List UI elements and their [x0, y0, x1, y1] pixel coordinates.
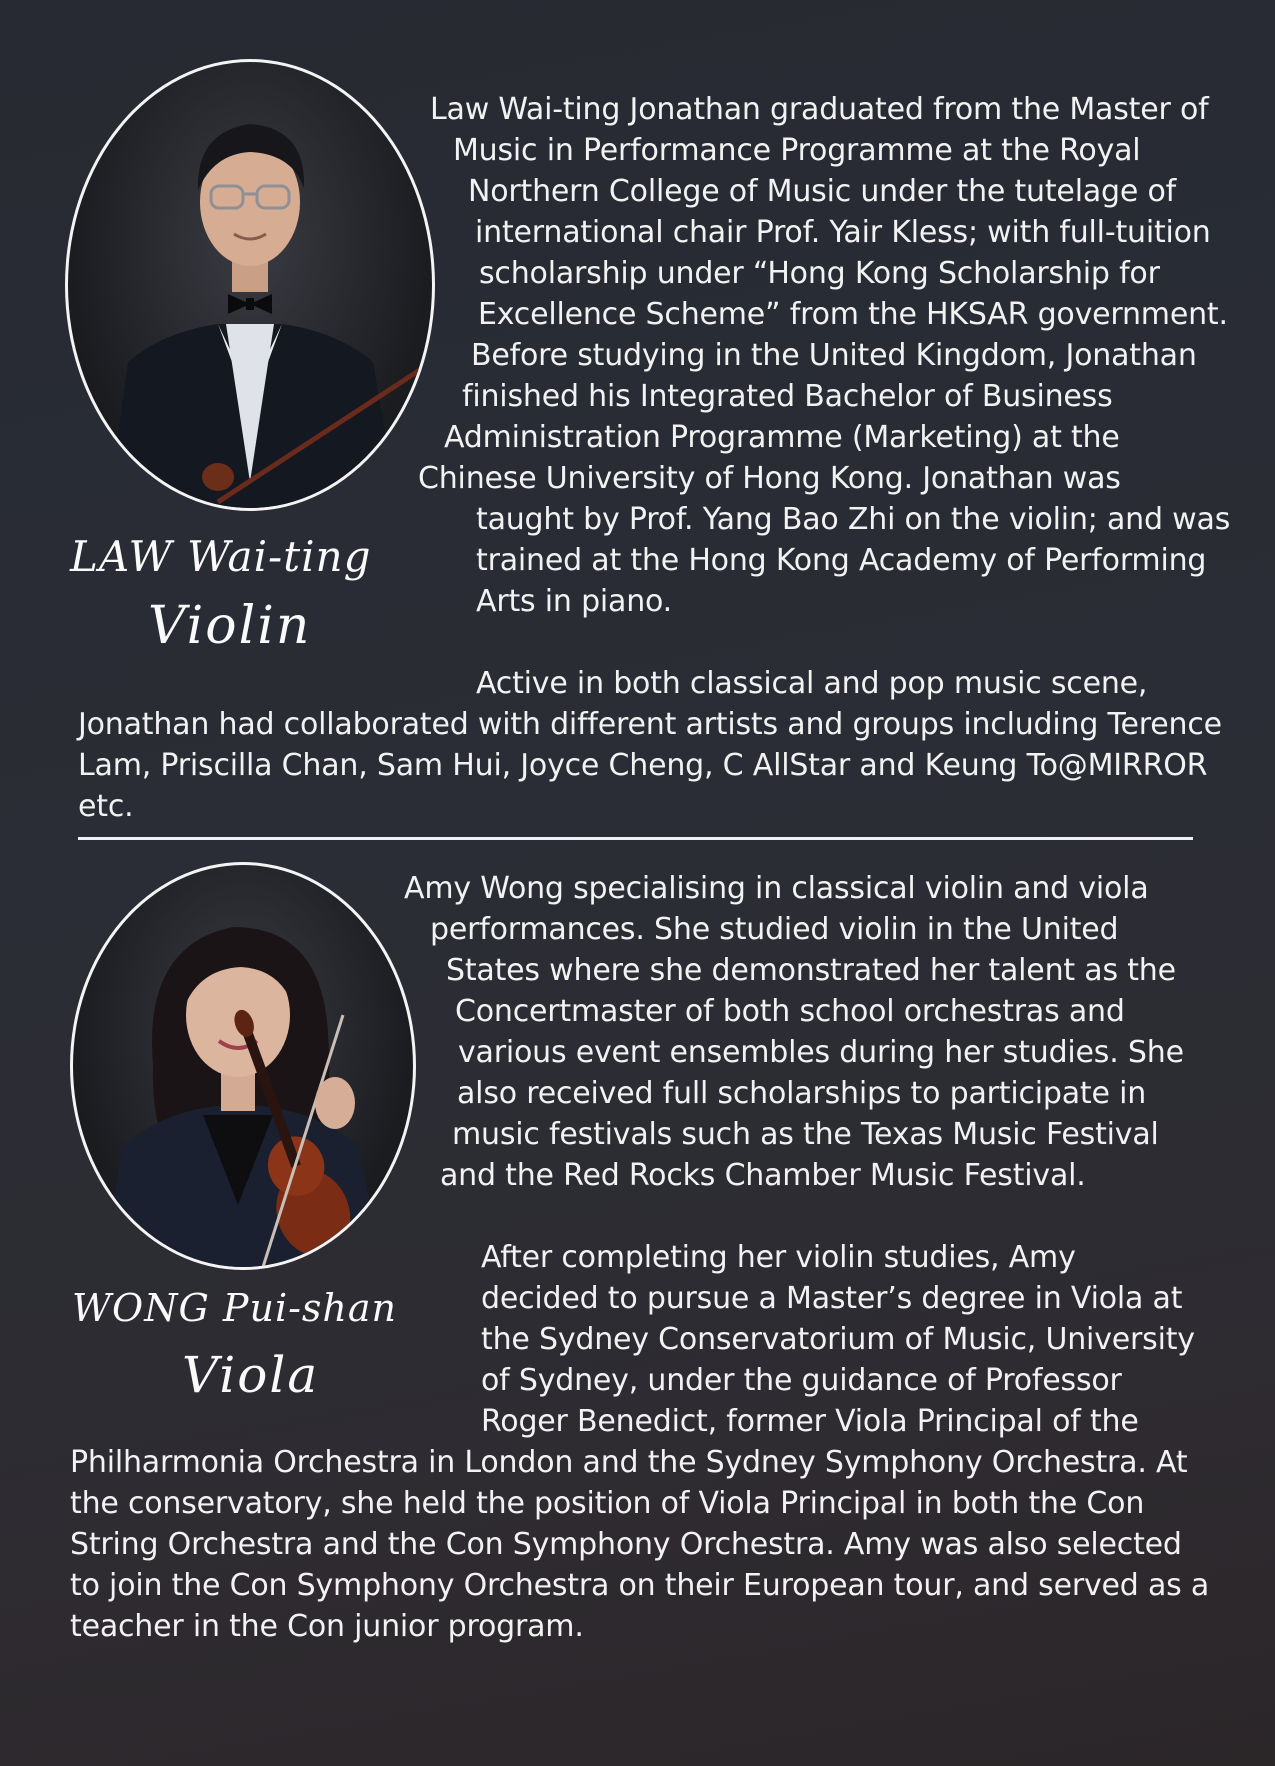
bio-line: taught by Prof. Yang Bao Zhi on the violin; and was	[476, 502, 1231, 537]
bio-line: of Sydney, under the guidance of Professor	[481, 1363, 1122, 1398]
bio-line: international chair Prof. Yair Kless; with full-tuition	[475, 215, 1211, 250]
bio-line: After completing her violin studies, Amy	[481, 1240, 1076, 1275]
bio-line: Arts in piano.	[476, 584, 673, 619]
bio-line: decided to pursue a Master’s degree in Viola at	[481, 1281, 1183, 1316]
bio-line: performances. She studied violin in the United	[430, 912, 1119, 947]
musician-name: WONG Pui-shan	[72, 1286, 398, 1330]
bio-line: also received full scholarships to participate in	[457, 1076, 1147, 1111]
bio-line: Music in Performance Programme at the Royal	[453, 133, 1141, 168]
bio-line: and the Red Rocks Chamber Music Festival.	[440, 1158, 1086, 1193]
bio-line: the conservatory, she held the position of Viola Principal in both the Con	[70, 1486, 1145, 1521]
musician-instrument: Viola	[182, 1346, 320, 1404]
bio-line: scholarship under “Hong Kong Scholarship for	[479, 256, 1160, 291]
bio-line: music festivals such as the Texas Music Festival	[452, 1117, 1159, 1152]
bio-line: Lam, Priscilla Chan, Sam Hui, Joyce Cheng, C AllStar and Keung To@MIRROR	[78, 748, 1208, 783]
bio-line: Concertmaster of both school orchestras and	[455, 994, 1125, 1029]
bio-line: to join the Con Symphony Orchestra on their European tour, and served as a	[70, 1568, 1210, 1603]
bio-line: various event ensembles during her studies. She	[458, 1035, 1184, 1070]
bio-line: Roger Benedict, former Viola Principal of the	[481, 1404, 1139, 1439]
bio-line: String Orchestra and the Con Symphony Orchestra. Amy was also selected	[70, 1527, 1182, 1562]
bio-line: teacher in the Con junior program.	[70, 1609, 584, 1644]
bio-line: the Sydney Conservatorium of Music, University	[481, 1322, 1195, 1357]
bio-line: Chinese University of Hong Kong. Jonathan was	[418, 461, 1121, 496]
bio-line: States where she demonstrated her talent as the	[446, 953, 1176, 988]
bio-line	[476, 622, 1230, 663]
bio-line: Jonathan had collaborated with different artists and groups including Terence	[78, 707, 1222, 742]
bio-line: Before studying in the United Kingdom, Jonathan	[471, 338, 1197, 373]
bio-line: etc.	[78, 789, 134, 824]
bio-line	[440, 1196, 1209, 1237]
bio-line: trained at the Hong Kong Academy of Performing	[476, 543, 1207, 578]
musician-instrument: Violin	[148, 596, 312, 656]
bio-line: Amy Wong specialising in classical violin and viola	[404, 871, 1149, 906]
bio-line: Law Wai-ting Jonathan graduated from the Master of	[430, 92, 1209, 127]
bio-line: finished his Integrated Bachelor of Business	[462, 379, 1113, 414]
section-divider	[78, 837, 1193, 840]
musician-name: LAW Wai-ting	[70, 532, 372, 581]
bio-line: Administration Programme (Marketing) at the	[444, 420, 1120, 455]
bio-line: Philharmonia Orchestra in London and the Sydney Symphony Orchestra. At	[70, 1445, 1188, 1480]
bio-line: Active in both classical and pop music scene,	[476, 666, 1148, 701]
bio-text	[0, 89, 1230, 827]
bio-text	[0, 868, 1209, 1647]
bio-line: Northern College of Music under the tutelage of	[468, 174, 1176, 209]
bio-line: Excellence Scheme” from the HKSAR government.	[478, 297, 1228, 332]
